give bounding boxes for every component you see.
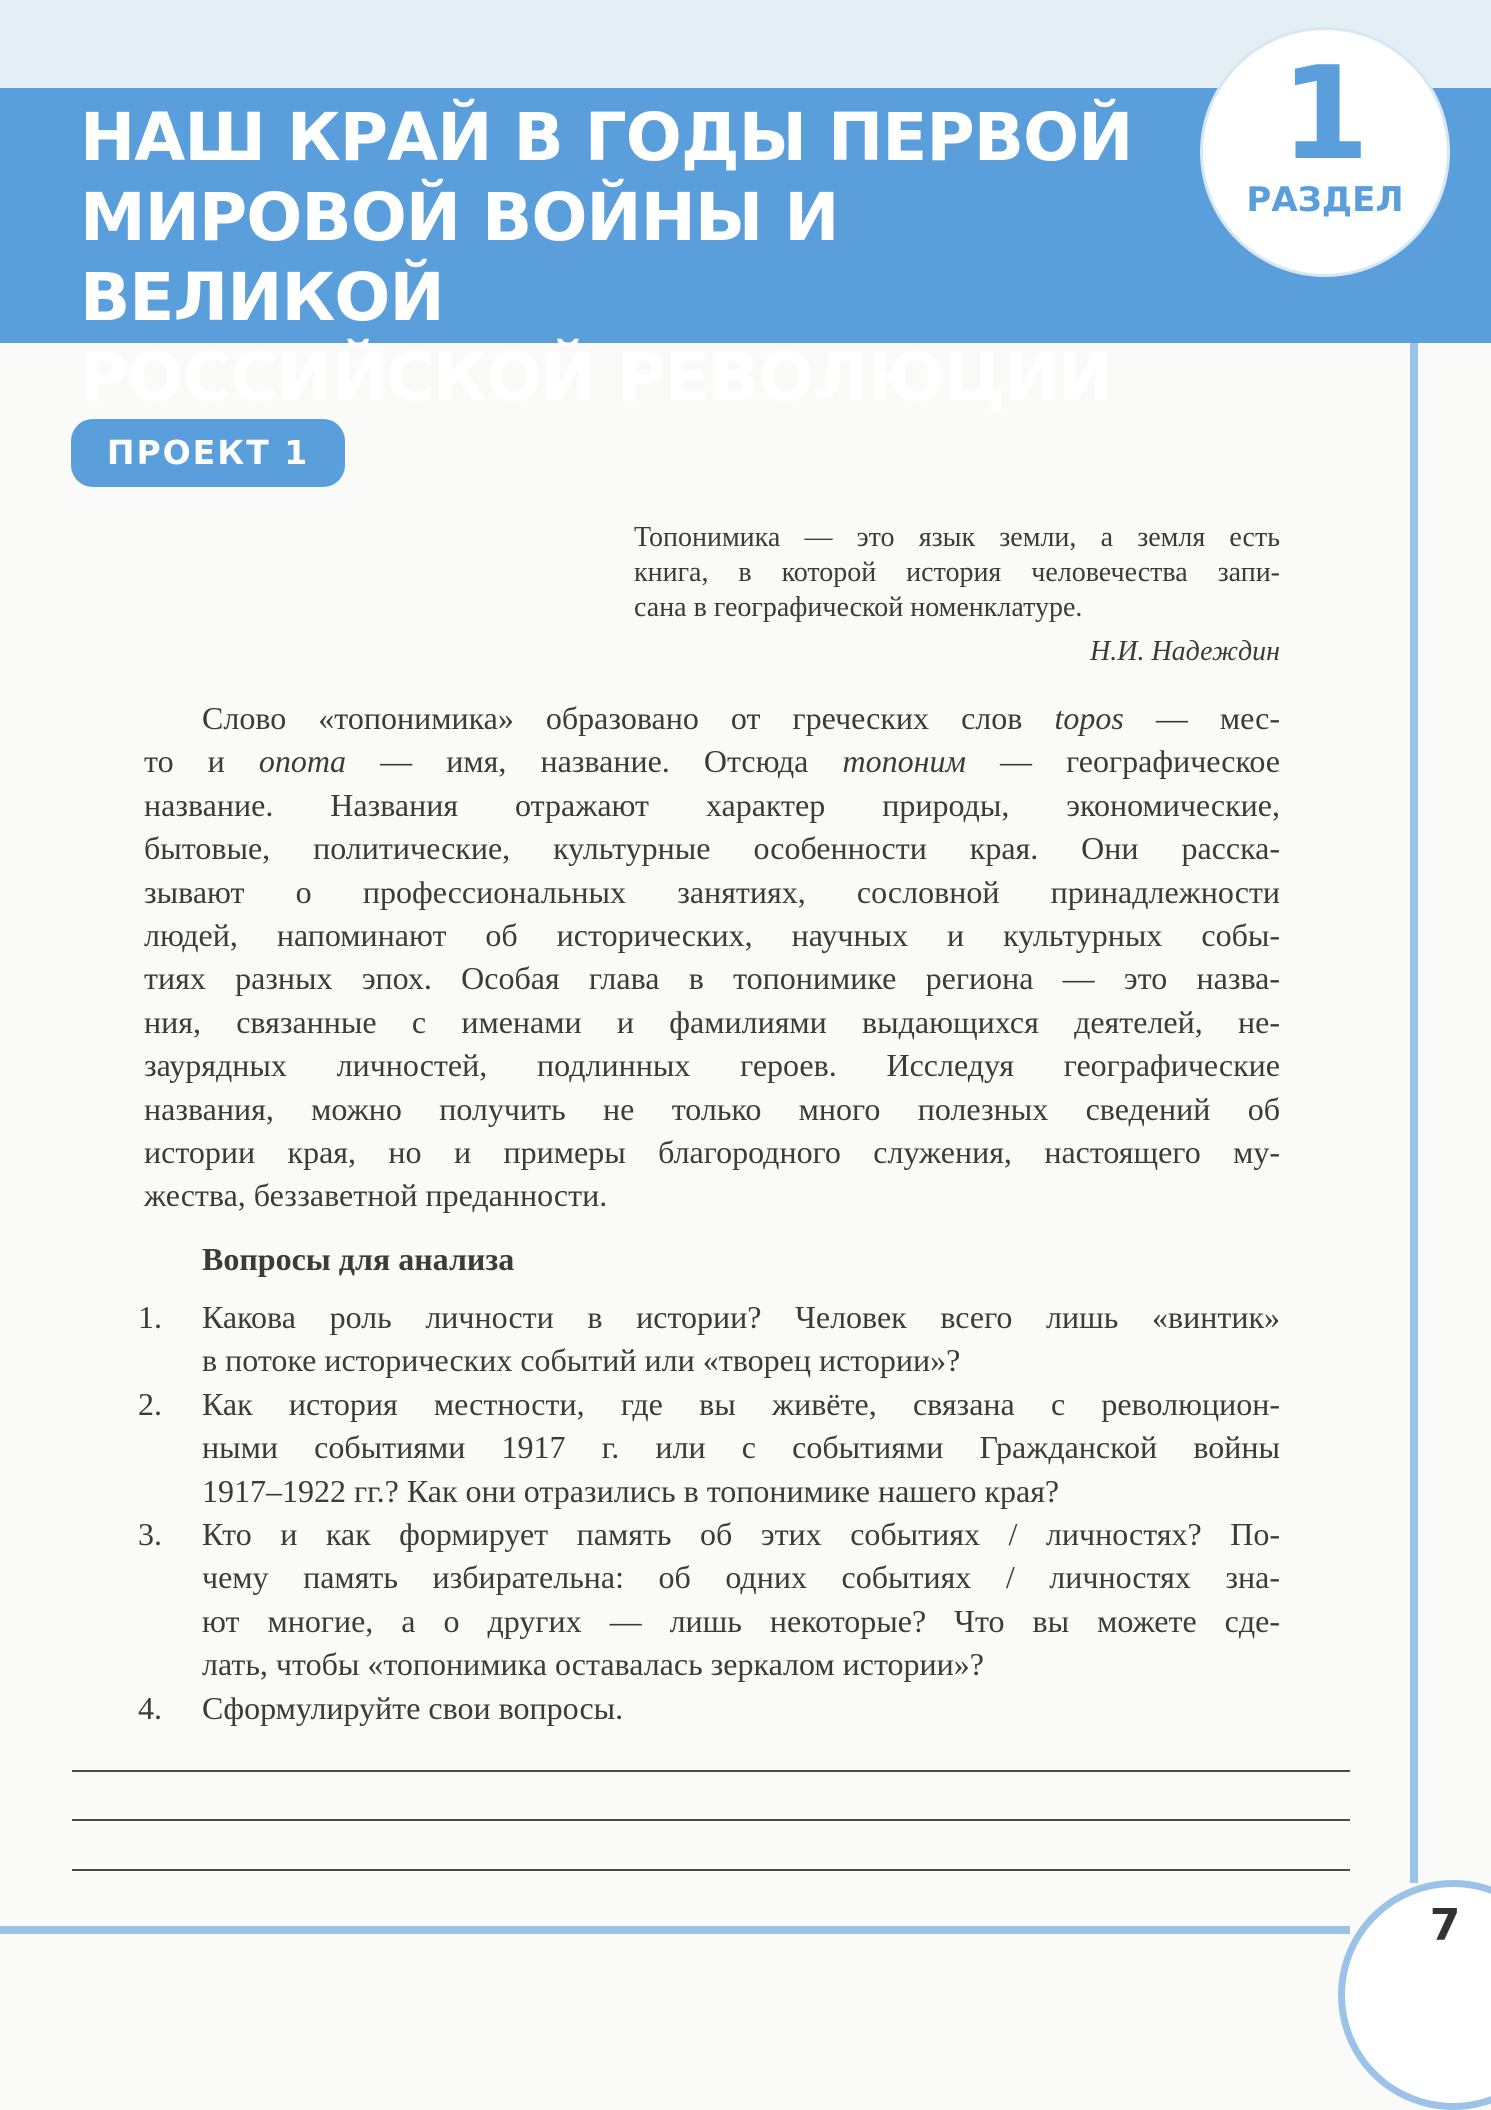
question-line: лать, чтобы «топонимика оставалась зеркалом истории»?	[202, 1646, 984, 1683]
question-line: Кто и как формирует память об этих событиях / личностях? По-	[202, 1516, 1280, 1553]
question-number: 2.	[138, 1385, 162, 1422]
section-number: 1	[1280, 40, 1370, 189]
body-line: название. Названия отражают характер природы, экономические,	[144, 786, 1280, 823]
body-paragraph	[144, 697, 1280, 1218]
page-frame-right	[1410, 343, 1418, 1883]
body-line: ния, связанные с именами и фамилиями выдающихся деятелей, не-	[144, 1003, 1280, 1040]
question-line: Сформулируйте свои вопросы.	[202, 1689, 624, 1726]
chapter-title-line: РОССИЙСКОЙ РЕВОЛЮЦИИ	[80, 339, 1113, 416]
body-line: людей, напоминают об исторических, научных и культурных собы-	[144, 917, 1280, 954]
epigraph-line: сана в географической номенклатуре.	[634, 592, 1083, 623]
body-line: тиях разных эпох. Особая глава в топонимике региона — это назва-	[144, 960, 1280, 997]
page-number: 7	[1429, 1900, 1461, 1951]
question-text	[202, 1296, 1280, 1383]
body-line: зывают о профессиональных занятиях, сословной принадлежности	[144, 873, 1280, 910]
body-line: истории края, но и примеры благородного служения, настоящего му-	[144, 1134, 1280, 1171]
chapter-title-line: МИРОВОЙ ВОЙНЫ И ВЕЛИКОЙ	[80, 179, 839, 336]
epigraph	[634, 520, 1280, 625]
question-item	[138, 1687, 1280, 1730]
epigraph-line: Топонимика — это язык земли, а земля есть	[634, 522, 1280, 553]
question-line: чему память избирательна: об одних событиях / личностях зна-	[202, 1559, 1280, 1596]
question-item	[138, 1383, 1280, 1513]
epigraph-author: Н.И. Надеждин	[1090, 636, 1280, 667]
question-line: ными событиями 1917 г. или с событиями Гражданской войны	[202, 1429, 1280, 1466]
answer-line[interactable]	[72, 1869, 1350, 1871]
chapter-title	[80, 98, 1160, 418]
question-line: Какова роль личности в истории? Человек всего лишь «винтик»	[202, 1299, 1280, 1335]
question-text	[202, 1383, 1280, 1513]
question-line: Как история местности, где вы живёте, связана с революцион-	[202, 1385, 1280, 1422]
body-line: бытовые, политические, культурные особенности края. Они расска-	[144, 830, 1280, 867]
body-line: жества, беззаветной преданности.	[144, 1177, 608, 1214]
question-line: ют многие, а о других — лишь некоторые? Что вы можете сде-	[202, 1602, 1280, 1639]
question-item	[138, 1513, 1280, 1687]
section-label: РАЗДЕЛ	[1246, 180, 1404, 220]
question-text	[202, 1687, 1280, 1730]
question-number: 4.	[138, 1689, 162, 1726]
question-line: в потоке исторических событий или «творец истории»?	[202, 1342, 961, 1379]
questions-list	[138, 1296, 1280, 1730]
question-line: 1917–1922 гг.? Как они отразились в топонимике нашего края?	[202, 1472, 1060, 1509]
question-number: 3.	[138, 1516, 162, 1553]
questions-heading: Вопросы для анализа	[202, 1241, 515, 1277]
answer-line[interactable]	[72, 1770, 1350, 1772]
project-label: ПРОЕКТ 1	[71, 419, 345, 487]
chapter-title-line: НАШ КРАЙ В ГОДЫ ПЕРВОЙ	[80, 99, 1133, 176]
body-line: Слово «топонимика» образовано от греческих слов topos — мес-	[202, 700, 1281, 736]
epigraph-line: книга, в которой история человечества запи-	[634, 557, 1280, 588]
page-frame-bottom	[0, 1926, 1350, 1934]
section-badge	[1203, 30, 1447, 274]
body-line: заурядных личностей, подлинных героев. Исследуя географические	[144, 1047, 1280, 1084]
answer-line[interactable]	[72, 1819, 1350, 1821]
body-line: то и onoma — имя, название. Отсюда топоним — географическое	[144, 743, 1281, 780]
body-line: названия, можно получить не только много полезных сведений об	[144, 1090, 1280, 1127]
question-item	[138, 1296, 1280, 1383]
question-number: 1.	[138, 1299, 162, 1335]
question-text	[202, 1513, 1280, 1687]
